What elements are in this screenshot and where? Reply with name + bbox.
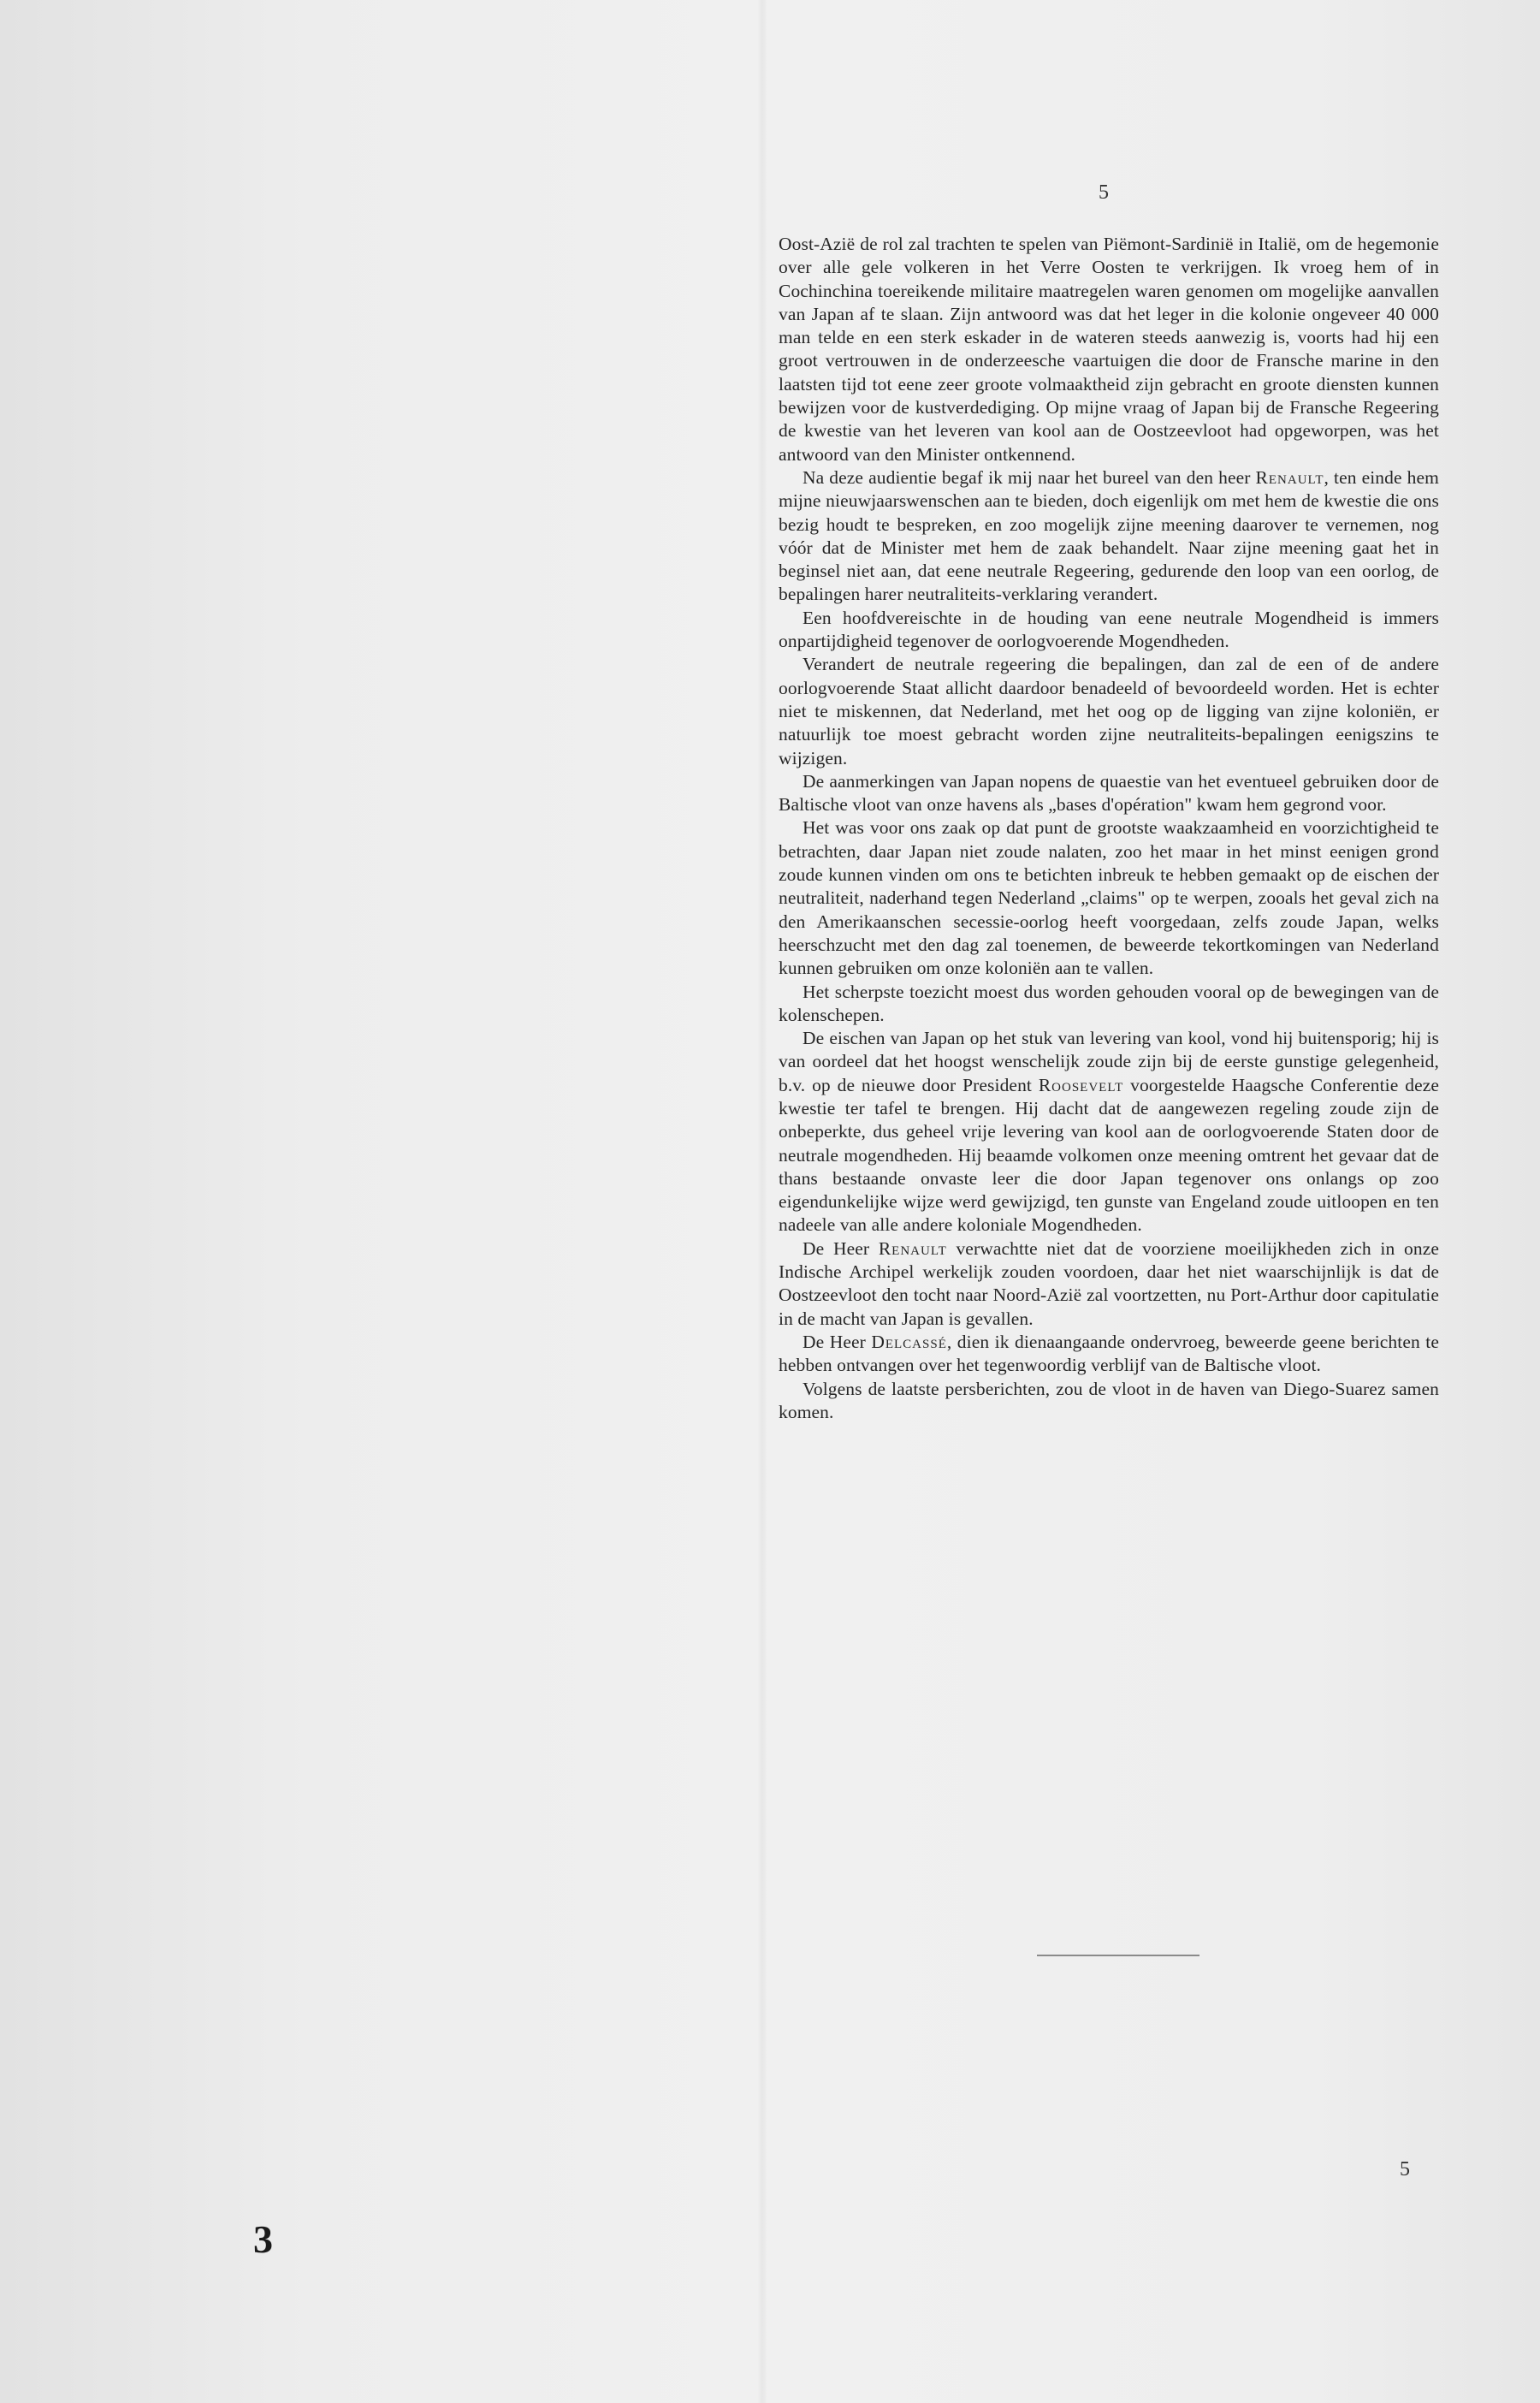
paragraph-4: Verandert de neutrale regeering die bepalingen, dan zal de een of de andere oorlogvoerende Staat allicht daardoor benadeeld of bevoordeeld worden. Het is echter niet te miskennen, dat Nederland, met het oog op de ligging van zijne koloniën, er natuurlijk toe moest gebracht worden zijne neutraliteits-bepalingen eenigszins te wijzigen. [779,654,1439,768]
paragraph-10-after: , dien ik dienaangaande ondervroeg, beweerde geene berichten te hebben ontvangen over het tegenwoordig verblijf van de Baltische vloot. [779,1331,1439,1376]
person-name-renault: Renault [1255,466,1324,488]
body-text-column [779,233,1439,1424]
person-name-renault-2: Renault [878,1237,947,1259]
person-name-delcasse: Delcassé [871,1331,947,1352]
paragraph-6: Het was voor ons zaak op dat punt de grootste waakzaamheid en voorzichtigheid te betrachten, daar Japan niet zoude nalaten, zoo het maar in het minst eenigen grond zoude kunnen vinden om ons te betichten inbreuk te hebben gemaakt op de eischen der neutraliteit, naderhand tegen Nederland „claims" op te werpen, zooals het geval zich na den Amerikaanschen secessie-oorlog heeft voorgedaan, zelfs zoude Japan, welks heerschzucht met den dag zal toenemen, de beweerde tekortkomingen van Nederland kunnen gebruiken om onze koloniën aan te vallen. [779,817,1439,979]
paragraph-5: De aanmerkingen van Japan nopens de quaestie van het eventueel gebruiken door de Baltische vloot van onze havens als „bases d'opération" kwam hem gegrond voor. [779,770,1439,816]
page-fold-shadow [757,0,767,2403]
paragraph-10 [779,1331,1439,1378]
paragraph-11: Volgens de laatste persberichten, zou de vloot in de haven van Diego-Suarez samen komen. [779,1378,1439,1422]
paragraph-9 [779,1237,1439,1331]
paragraph-2-after: , ten einde hem mijne nieuwjaarswenschen aan te bieden, doch eigenlijk om met hem de kwestie die ons bezig houdt te bespreken, en zoo mogelijk zijne meening daarover te vernemen, nog vóór dat de Minister met hem de zaak behandelt. Naar zijne meening gaat het in beginsel niet aan, dat eene neutrale Regeering, gedurende den loop van een oorlog, de bepalingen harer neutraliteits-verklaring verandert. [779,466,1439,605]
paragraph-10-before: De Heer [803,1331,872,1352]
person-name-roosevelt: Roosevelt [1038,1074,1124,1095]
paragraph-2 [779,466,1439,607]
paragraph-2-before: Na deze audientie begaf ik mij naar het bureel van den heer [803,466,1256,488]
paragraph-9-after: verwachtte niet dat de voorziene moeilijkheden zich in onze Indische Archipel werkelijk zouden voordoen, daar het niet waarschijnlijk is dat de Oostzeevloot den tocht naar Noord-Azië zal voortzetten, nu Port-Arthur door capitulatie in de macht van Japan is gevallen. [779,1237,1439,1329]
paragraph-1: Oost-Azië de rol zal trachten te spelen van Piëmont-Sardinië in Italië, om de hegemonie over alle gele volkeren in het Verre Oosten te verkrijgen. Ik vroeg hem of in Cochinchina toereikende militaire maatregelen waren genomen om mogelijke aanvallen van Japan af te slaan. Zijn antwoord was dat het leger in die kolonie ongeveer 40 000 man telde en een sterk eskader in de wateren steeds aanwezig is, voorts had hij een groot vertrouwen in de onderzeesche vaartuigen die door de Fransche marine in den laatsten tijd tot eene zeer groote volmaaktheid zijn gebracht en groote diensten kunnen bewijzen voor de kustverdediging. Op mijne vraag of Japan bij de Fransche Regeering de kwestie van het leveren van kool aan de Oostzeevloot had opgeworpen, was het antwoord van den Minister ontkennend. [779,234,1439,465]
paragraph-8-before: De eischen van Japan op het stuk van levering van kool, vond hij buitensporig; hij is van oordeel dat het hoogst wenschelijk zoude zijn bij de eerste gunstige gelegenheid, b.v. op de nieuwe door President [779,1028,1439,1095]
paragraph-7: Het scherpste toezicht moest dus worden gehouden vooral op de bewegingen van de kolenschepen. [779,981,1439,1025]
end-separator-rule [1037,1955,1199,1956]
paragraph-8 [779,1027,1439,1237]
paragraph-3: Een hoofdvereischte in de houding van eene neutrale Mogendheid is immers onpartijdigheid tegenover de oorlogvoerende Mogendheden. [779,607,1439,652]
sheet-number: 3 [253,2217,273,2261]
page-number-top: 5 [1099,181,1109,204]
paragraph-8-after: voorgestelde Haagsche Conferentie deze kwestie ter tafel te brengen. Hij dacht dat de aangewezen regeling zoude zijn de onbeperkte, dus geheel vrije levering van kool aan de oorlogvoerende Staten door de neutrale mogendheden. Hij beaamde volkomen onze meening omtrent het gevaar dat de thans bestaande onvaste leer die door Japan tegenover ons onlangs op zoo eigendunkelijke wijze werd gewijzigd, ten gunste van Engeland zoude uitloopen en ten nadeele van alle andere koloniale Mogendheden. [779,1074,1439,1236]
page-number-bottom: 5 [1400,2158,1410,2180]
paragraph-9-before: De Heer [803,1237,879,1259]
